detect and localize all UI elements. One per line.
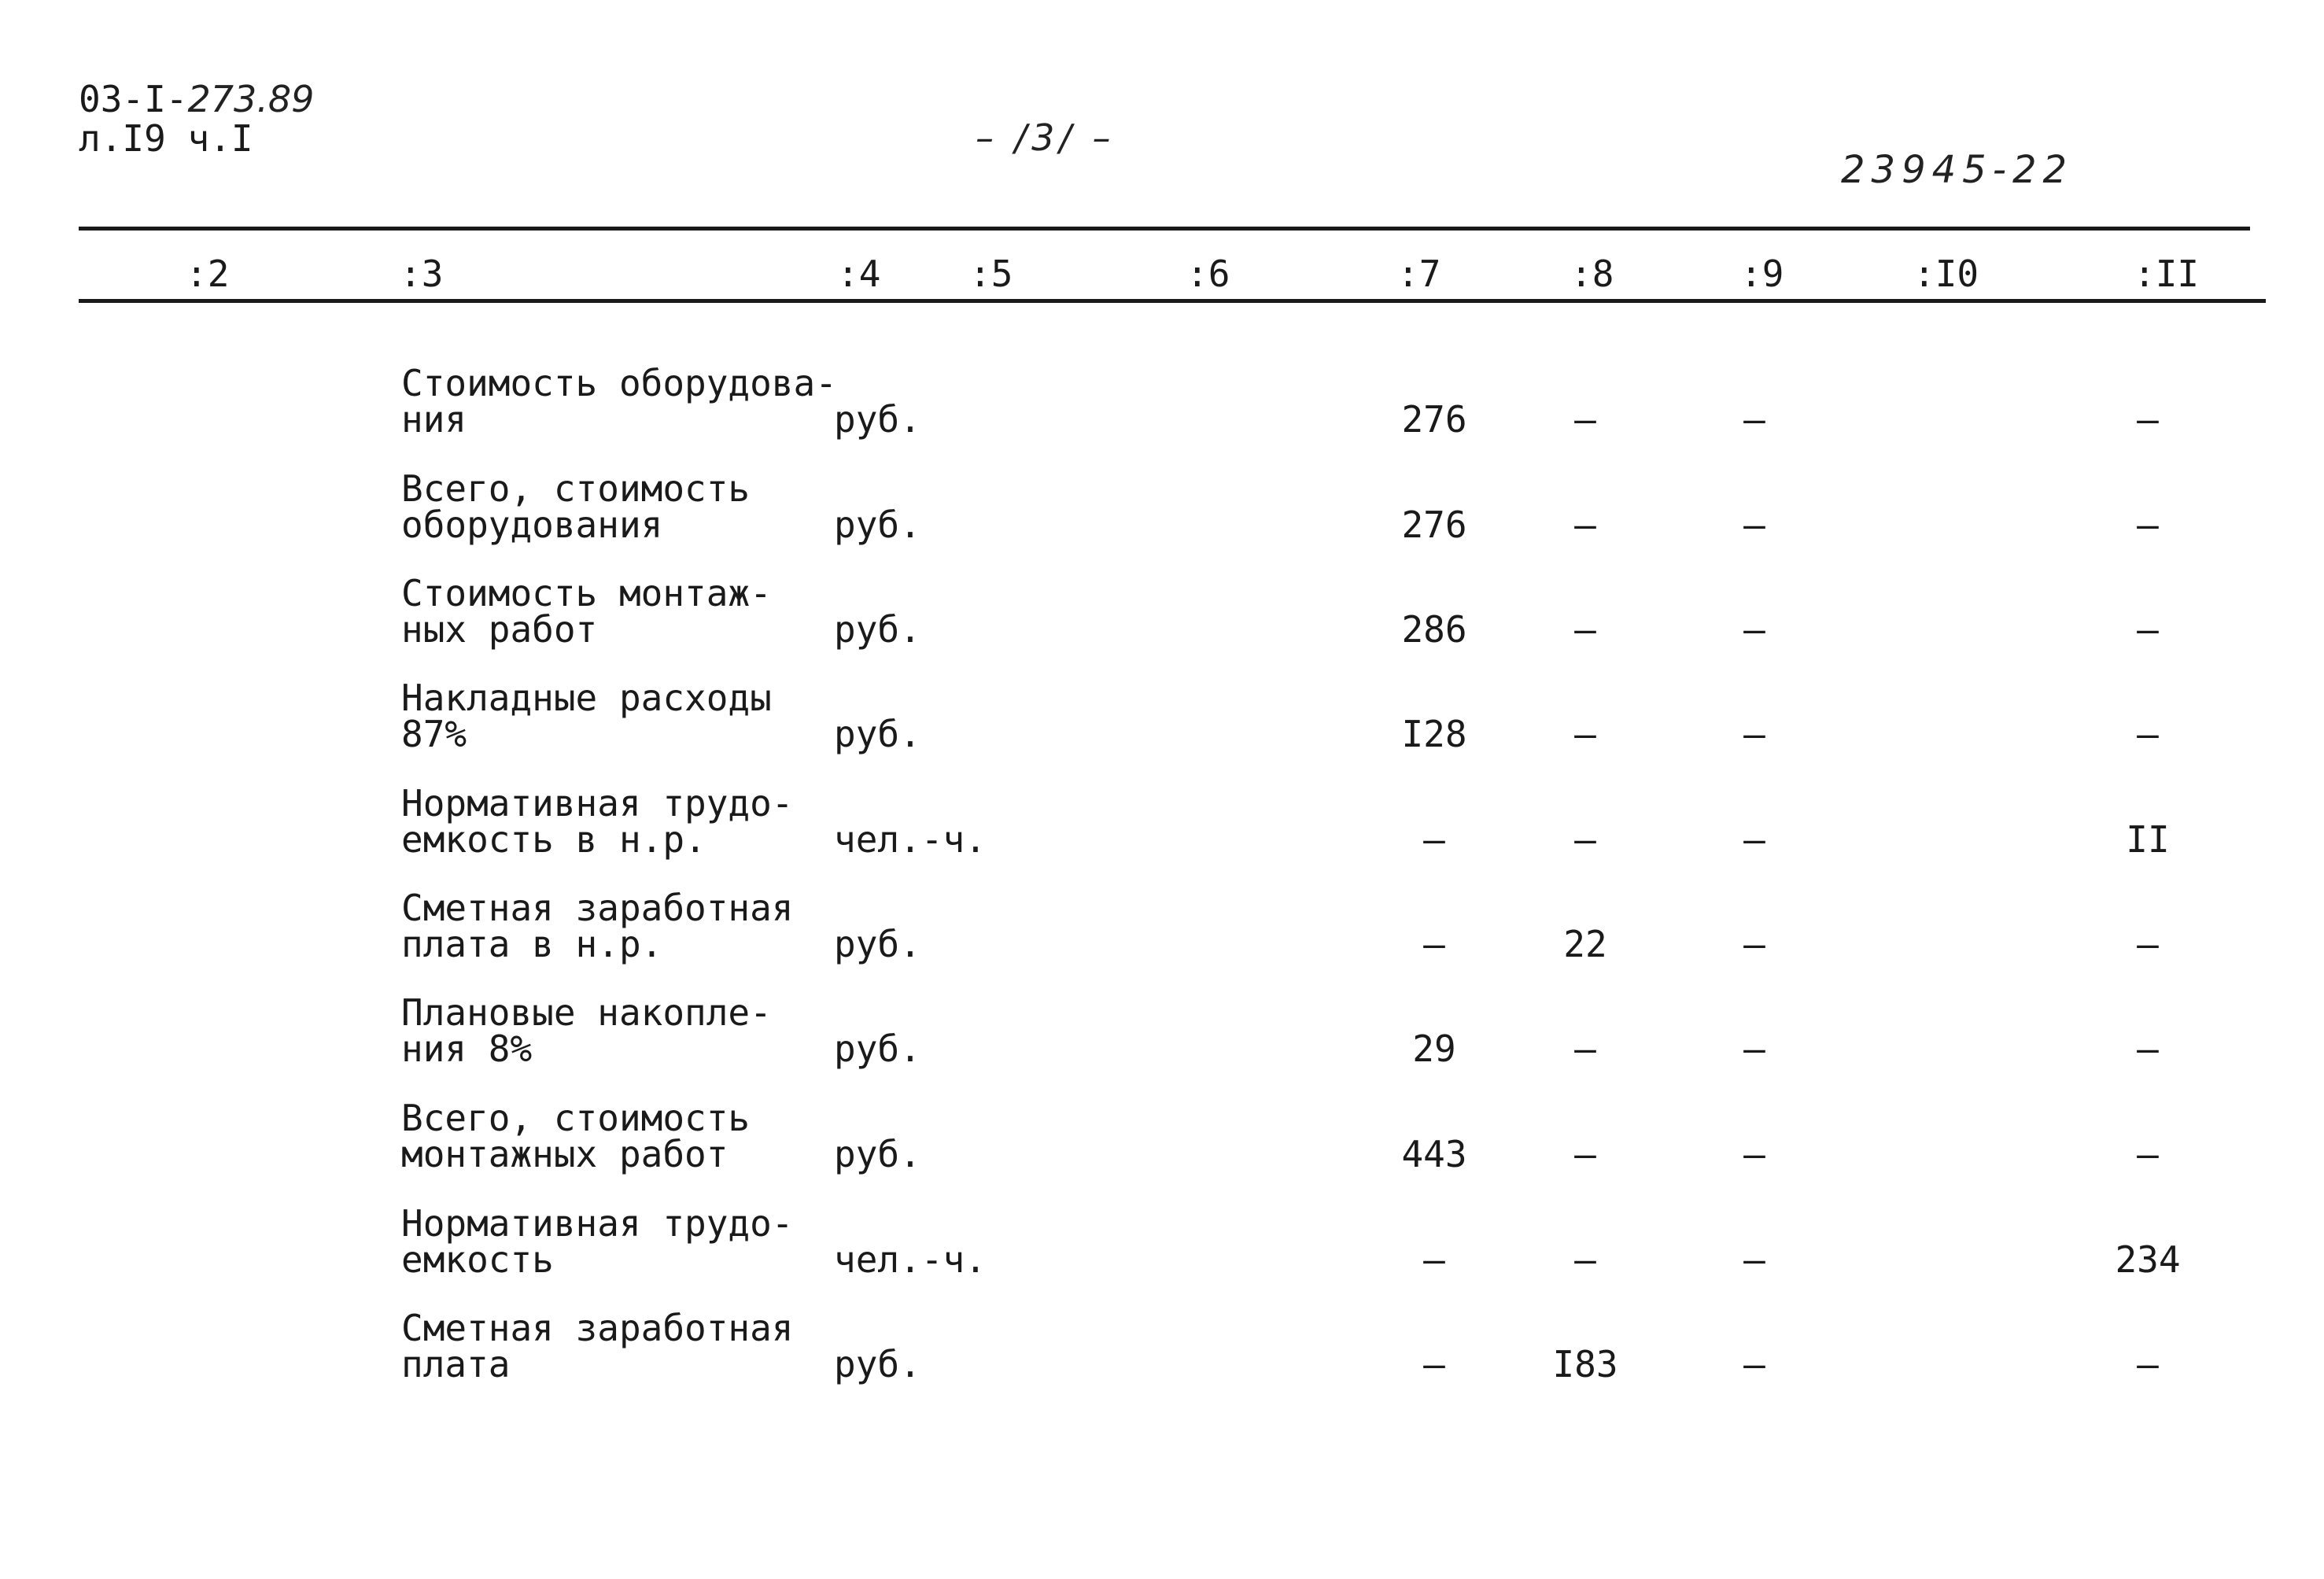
row-value-col7: 29 bbox=[1412, 1027, 1456, 1070]
row-value-col9: – bbox=[1743, 713, 1765, 755]
row-value-col7: – bbox=[1423, 923, 1445, 965]
row-value-col8: – bbox=[1574, 1133, 1596, 1175]
row-value-col11: – bbox=[2137, 1343, 2159, 1385]
column-header-9: :9 bbox=[1740, 253, 1784, 295]
row-unit: руб. bbox=[834, 923, 921, 965]
row-value-col7: – bbox=[1423, 1238, 1445, 1281]
column-header-3: :3 bbox=[400, 253, 444, 295]
row-label-labor-intensity: Нормативная трудо- емкость bbox=[401, 1202, 794, 1281]
row-value-col8: 22 bbox=[1563, 923, 1607, 965]
row-value-col8: – bbox=[1574, 608, 1596, 651]
row-value-col9: – bbox=[1743, 1027, 1765, 1070]
row-value-col11: – bbox=[2137, 398, 2159, 441]
row-value-col7: I28 bbox=[1401, 713, 1467, 755]
header-bottom-rule bbox=[79, 299, 2266, 303]
column-header-6: :6 bbox=[1186, 253, 1230, 295]
row-value-col11: – bbox=[2137, 1027, 2159, 1070]
page-number: – /3/ – bbox=[976, 116, 1116, 159]
row-value-col11: II bbox=[2126, 818, 2170, 861]
row-value-col9: – bbox=[1743, 398, 1765, 441]
row-value-col11: – bbox=[2137, 923, 2159, 965]
row-value-col7: 443 bbox=[1401, 1133, 1467, 1175]
column-header-2: :2 bbox=[186, 253, 230, 295]
row-label-estimated-wages-overhead: Сметная заработная плата в н.р. bbox=[401, 887, 794, 965]
document-code-handwritten: 273.89 bbox=[187, 78, 315, 120]
row-label-estimated-wages: Сметная заработная плата bbox=[401, 1307, 794, 1385]
row-value-col8: – bbox=[1574, 818, 1596, 861]
row-value-col11: – bbox=[2137, 713, 2159, 755]
row-value-col7: 276 bbox=[1401, 398, 1467, 441]
row-unit: чел.-ч. bbox=[834, 818, 987, 861]
row-value-col11: – bbox=[2137, 1133, 2159, 1175]
document-sheet-reference: л.I9 ч.I bbox=[79, 117, 253, 160]
row-value-col11: 234 bbox=[2115, 1238, 2181, 1281]
row-unit: руб. bbox=[834, 608, 921, 651]
column-header-8: :8 bbox=[1570, 253, 1614, 295]
row-value-col9: – bbox=[1743, 923, 1765, 965]
header-top-rule bbox=[79, 227, 2250, 231]
row-label-total-equipment-cost: Всего, стоимость оборудования bbox=[401, 467, 751, 546]
row-value-col9: – bbox=[1743, 1238, 1765, 1281]
row-value-col8: – bbox=[1574, 1027, 1596, 1070]
row-label-labor-intensity-overhead: Нормативная трудо- емкость в н.р. bbox=[401, 782, 794, 861]
row-unit: руб. bbox=[834, 1027, 921, 1070]
column-header-5: :5 bbox=[969, 253, 1013, 295]
row-unit: руб. bbox=[834, 713, 921, 755]
row-unit: руб. bbox=[834, 504, 921, 546]
row-value-col7: – bbox=[1423, 1343, 1445, 1385]
row-label-equipment-cost: Стоимость оборудова- ния bbox=[401, 362, 837, 441]
column-header-11: :II bbox=[2134, 253, 2200, 295]
row-label-overhead-costs: Накладные расходы 87% bbox=[401, 677, 772, 755]
row-value-col9: – bbox=[1743, 504, 1765, 546]
row-unit: руб. bbox=[834, 1343, 921, 1385]
row-value-col11: – bbox=[2137, 504, 2159, 546]
row-value-col9: – bbox=[1743, 1343, 1765, 1385]
row-value-col7: 286 bbox=[1401, 608, 1467, 651]
row-value-col11: – bbox=[2137, 608, 2159, 651]
row-label-planned-savings: Плановые накопле- ния 8% bbox=[401, 991, 772, 1070]
row-value-col9: – bbox=[1743, 608, 1765, 651]
document-code bbox=[79, 79, 314, 120]
row-value-col8: – bbox=[1574, 398, 1596, 441]
row-unit: руб. bbox=[834, 1133, 921, 1175]
row-value-col9: – bbox=[1743, 1133, 1765, 1175]
row-label-installation-cost: Стоимость монтаж- ных работ bbox=[401, 572, 772, 651]
row-value-col9: – bbox=[1743, 818, 1765, 861]
document-code-prefix: 03-I- bbox=[79, 78, 188, 120]
archive-number: 23945-22 bbox=[1841, 148, 2074, 192]
row-label-total-installation-cost: Всего, стоимость монтажных работ bbox=[401, 1097, 751, 1175]
row-value-col7: 276 bbox=[1401, 504, 1467, 546]
row-value-col8: – bbox=[1574, 713, 1596, 755]
column-header-10: :I0 bbox=[1913, 253, 1979, 295]
column-header-4: :4 bbox=[837, 253, 881, 295]
column-header-7: :7 bbox=[1397, 253, 1441, 295]
row-value-col8: I83 bbox=[1552, 1343, 1618, 1385]
row-unit: чел.-ч. bbox=[834, 1238, 987, 1281]
row-unit: руб. bbox=[834, 398, 921, 441]
row-value-col8: – bbox=[1574, 1238, 1596, 1281]
row-value-col8: – bbox=[1574, 504, 1596, 546]
row-value-col7: – bbox=[1423, 818, 1445, 861]
